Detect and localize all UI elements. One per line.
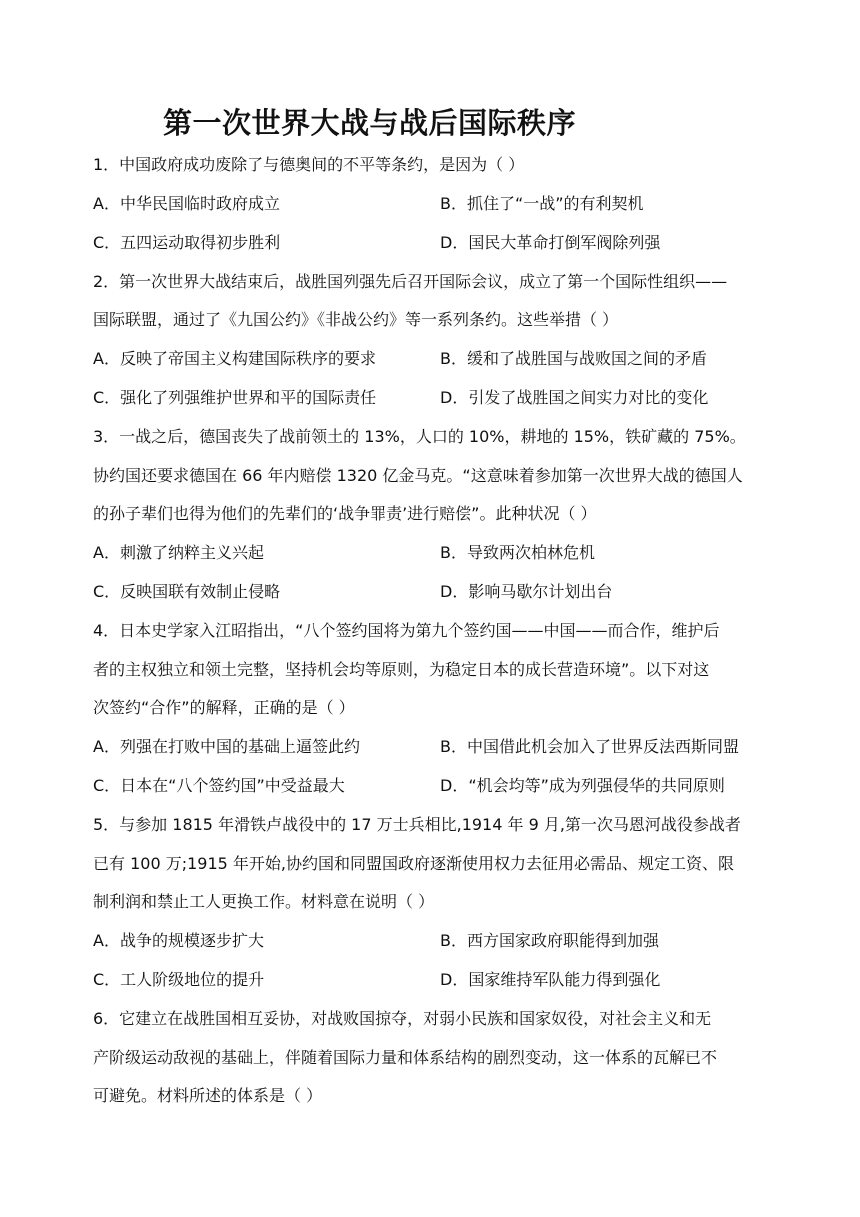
question-2-option-b: B．缓和了战胜国与战败国之间的矛盾 <box>440 349 707 368</box>
question-1-stem-line-1: 1．中国政府成功废除了与德奥间的不平等条约，是因为（ ） <box>93 155 525 174</box>
question-4-stem-line-1: 4．日本史学家入江昭指出，“八个签约国将为第九个签约国——中国——而合作，维护后 <box>93 621 720 640</box>
question-6-stem-line-3: 可避免。材料所述的体系是（ ） <box>93 1086 323 1105</box>
question-3-stem-line-2: 协约国还要求德国在 66 年内赔偿 1320 亿金马克。“这意味着参加第一次世界大战的德国人 <box>93 466 743 485</box>
question-3-option-a: A．刺激了纳粹主义兴起 <box>93 543 264 562</box>
question-3-option-c: C．反映国联有效制止侵略 <box>93 582 281 601</box>
question-5-option-b: B．西方国家政府职能得到加强 <box>440 931 659 950</box>
question-2-stem-line-1: 2．第一次世界大战结束后，战胜国列强先后召开国际会议，成立了第一个国际性组织—— <box>93 272 728 291</box>
question-3-option-b: B．导致两次柏林危机 <box>440 543 595 562</box>
question-6-stem-line-2: 产阶级运动敌视的基础上，伴随着国际力量和体系结构的剧烈变动，这一体系的瓦解已不 <box>93 1048 718 1067</box>
question-1-option-b: B．抓住了“一战”的有利契机 <box>440 194 644 213</box>
question-5-stem-line-1: 5．与参加 1815 年滑铁卢战役中的 17 万士兵相比,1914 年 9 月,第一次马恩河战役参战者 <box>93 815 741 834</box>
question-3-option-d: D．影响马歇尔计划出台 <box>440 582 613 601</box>
question-4-stem-line-2: 者的主权独立和领土完整，坚持机会均等原则，为稳定日本的成长营造环境”。以下对这 <box>93 660 710 679</box>
question-3-stem-line-1: 3．一战之后，德国丧失了战前领土的 13%，人口的 10%，耕地的 15%，铁矿藏的 75%。 <box>93 427 746 446</box>
question-5-option-c: C．工人阶级地位的提升 <box>93 970 265 989</box>
question-2-option-d: D．引发了战胜国之间实力对比的变化 <box>440 388 709 407</box>
question-5-stem-line-2: 已有 100 万;1915 年开始,协约国和同盟国政府逐渐使用权力去征用必需品、规定工资、限 <box>93 854 734 873</box>
question-4-option-a: A．列强在打败中国的基础上逼签此约 <box>93 737 360 756</box>
question-4-stem-line-3: 次签约“合作”的解释，正确的是（ ） <box>93 698 355 717</box>
question-6-stem-line-1: 6．它建立在战胜国相互妥协，对战败国掠夺，对弱小民族和国家奴役，对社会主义和无 <box>93 1009 712 1028</box>
question-4-option-b: B．中国借此机会加入了世界反法西斯同盟 <box>440 737 739 756</box>
question-5-option-d: D．国家维持军队能力得到强化 <box>440 970 661 989</box>
question-2-option-c: C．强化了列强维护世界和平的国际责任 <box>93 388 377 407</box>
question-4-option-d: D．“机会均等”成为列强侵华的共同原则 <box>440 776 725 795</box>
question-1-option-d: D．国民大革命打倒军阀除列强 <box>440 233 661 252</box>
question-5-stem-line-3: 制利润和禁止工人更换工作。材料意在说明（ ） <box>93 892 435 911</box>
question-2-option-a: A．反映了帝国主义构建国际秩序的要求 <box>93 349 376 368</box>
question-1-option-c: C．五四运动取得初步胜利 <box>93 233 281 252</box>
question-5-option-a: A．战争的规模逐步扩大 <box>93 931 264 950</box>
question-4-option-c: C．日本在“八个签约国”中受益最大 <box>93 776 345 795</box>
question-1-option-a: A．中华民国临时政府成立 <box>93 194 280 213</box>
page-title: 第一次世界大战与战后国际秩序 <box>163 106 577 140</box>
question-3-stem-line-3: 的孙子辈们也得为他们的先辈们的‘战争罪责’进行赔偿”。此种状况（ ） <box>93 504 597 523</box>
question-2-stem-line-2: 国际联盟，通过了《九国公约》《非战公约》等一系列条约。这些举措（ ） <box>93 310 619 329</box>
